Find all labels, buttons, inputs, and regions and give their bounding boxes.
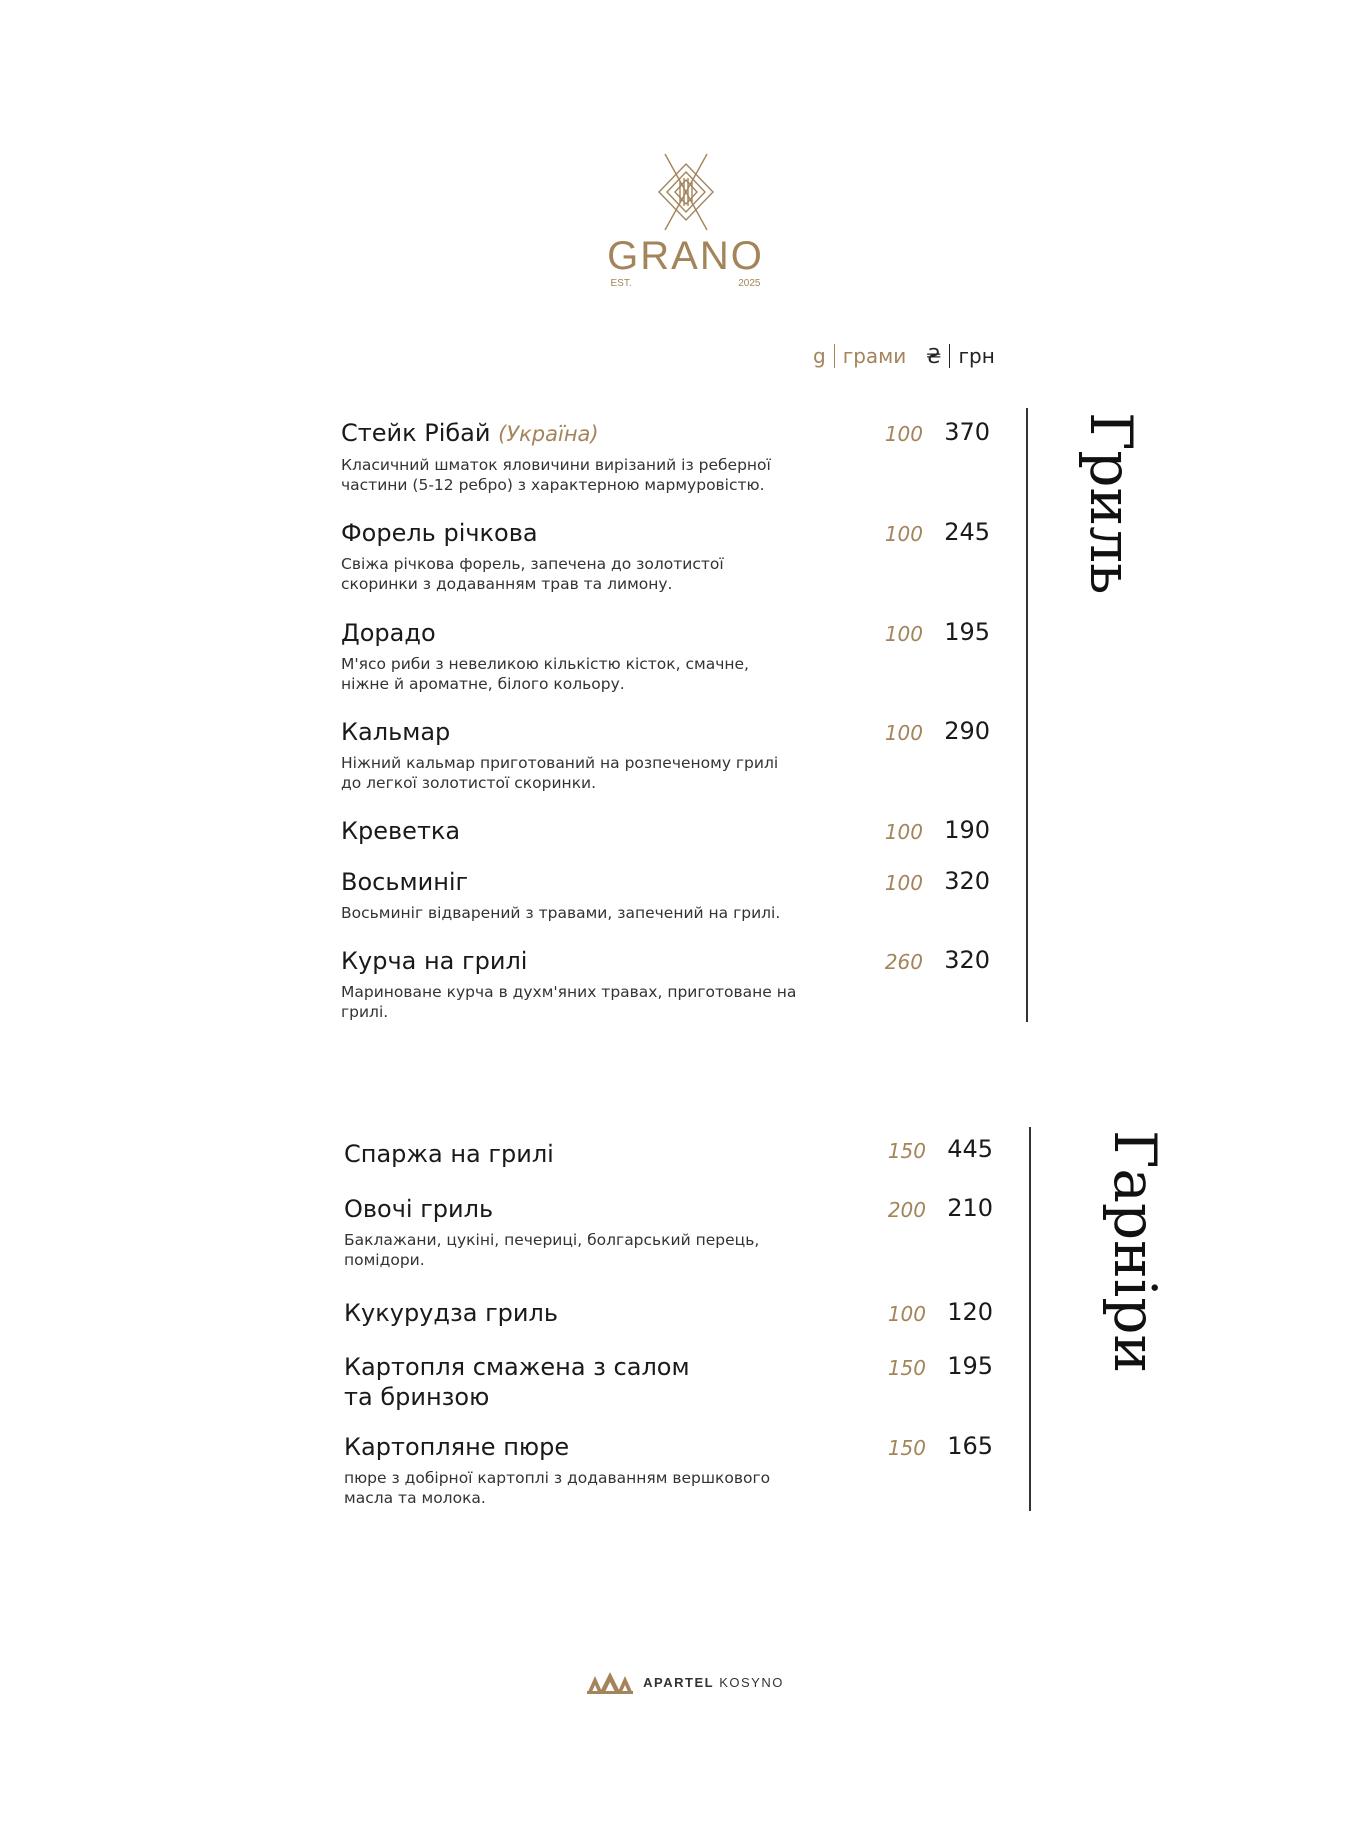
footer-brand-light: KOSYNO: [719, 1674, 784, 1690]
item-name: Креветка: [341, 817, 461, 845]
menu-item: [341, 418, 990, 495]
item-grams: 150: [887, 1436, 926, 1460]
grill-section-divider: [1026, 408, 1028, 1022]
item-description: Ніжний кальмар приготований на розпеченому грилі до легкої золотистої скоринки.: [341, 754, 779, 792]
item-grams: 100: [887, 1302, 926, 1326]
mountains-logo-icon: [587, 1670, 633, 1694]
item-description: пюре з добірної картоплі з додаванням вершкового масла та молока.: [344, 1469, 771, 1507]
item-description: Класичний шматок яловичини вирізаний із реберної частини (5-12 ребро) з характерною мармуровістю.: [341, 456, 771, 494]
item-name: Кальмар: [341, 718, 451, 746]
item-name: Форель річкова: [341, 519, 538, 547]
item-price: 290: [944, 717, 990, 745]
item-name: Восьминіг: [341, 868, 469, 896]
menu-item: [341, 717, 990, 793]
sides-section-divider: [1029, 1127, 1031, 1511]
item-grams: 100: [884, 721, 923, 745]
item-grams: 260: [884, 950, 923, 974]
item-price: 320: [944, 867, 990, 895]
menu-item: [344, 1135, 993, 1169]
item-grams: 150: [887, 1356, 926, 1380]
item-grams: 100: [884, 622, 923, 646]
item-price: 445: [947, 1135, 993, 1163]
sides-section-title: Гарніри: [1101, 1130, 1169, 1374]
restaurant-logo: [0, 152, 1371, 289]
item-name: Курча на грилі: [341, 947, 528, 975]
menu-item: [341, 518, 990, 594]
brand-name: GRANO: [607, 234, 764, 278]
item-origin: (Україна): [498, 422, 599, 446]
currency-unit-header: [926, 344, 995, 368]
item-grams: 100: [884, 522, 923, 546]
item-price: 195: [947, 1352, 993, 1380]
item-grams: 200: [887, 1198, 926, 1222]
item-description: Восьминіг відварений з травами, запечений на грилі.: [341, 904, 781, 922]
est-label: EST.: [610, 278, 632, 289]
menu-item: [344, 1298, 993, 1328]
item-name: Спаржа на грилі: [344, 1140, 554, 1168]
item-name: Картопля смажена з салом: [344, 1353, 690, 1381]
item-grams: 100: [884, 820, 923, 844]
menu-item: [344, 1432, 993, 1508]
item-price: 165: [947, 1432, 993, 1460]
menu-item: [344, 1194, 993, 1270]
item-price: 190: [944, 816, 990, 844]
item-name-line2: та бринзою: [344, 1383, 490, 1411]
menu-item: [344, 1352, 993, 1412]
item-name: Дорадо: [341, 619, 436, 647]
item-grams: 150: [887, 1139, 926, 1163]
item-price: 370: [944, 418, 990, 446]
grams-label: грами: [842, 344, 907, 368]
item-description: Мариноване курча в духм'яних травах, приготоване на грилі.: [341, 983, 797, 1021]
est-year: 2025: [738, 278, 761, 289]
footer-brand-bold: APARTEL: [643, 1674, 715, 1690]
grams-symbol: g: [813, 344, 826, 368]
item-price: 195: [944, 618, 990, 646]
item-description: Свіжа річкова форель, запечена до золотистої скоринки з додаванням трав та лимону.: [341, 555, 724, 593]
menu-item: [341, 618, 990, 694]
item-description: М'ясо риби з невеликою кількістю кісток, смачне, ніжне й ароматне, білого кольору.: [341, 655, 749, 693]
item-grams: 100: [884, 871, 923, 895]
grill-section-title: Гриль: [1077, 412, 1145, 595]
item-grams: 100: [884, 422, 923, 446]
item-name: Кукурудза гриль: [344, 1299, 558, 1327]
menu-item: [341, 946, 990, 1022]
item-price: 120: [947, 1298, 993, 1326]
item-name: Стейк Рібай: [341, 419, 491, 447]
item-name: Картопляне пюре: [344, 1433, 570, 1461]
menu-item: [341, 867, 990, 923]
footer: [0, 1670, 1371, 1698]
diamond-emblem-icon: [651, 152, 721, 232]
item-price: 320: [944, 946, 990, 974]
currency-symbol: ₴: [926, 344, 942, 368]
item-name: Овочі гриль: [344, 1195, 494, 1223]
item-price: 210: [947, 1194, 993, 1222]
menu-item: [341, 816, 990, 846]
item-description: Баклажани, цукіні, печериці, болгарський перець, помідори.: [344, 1231, 760, 1269]
currency-label: грн: [958, 344, 995, 368]
grams-unit-header: [813, 344, 906, 368]
item-price: 245: [944, 518, 990, 546]
